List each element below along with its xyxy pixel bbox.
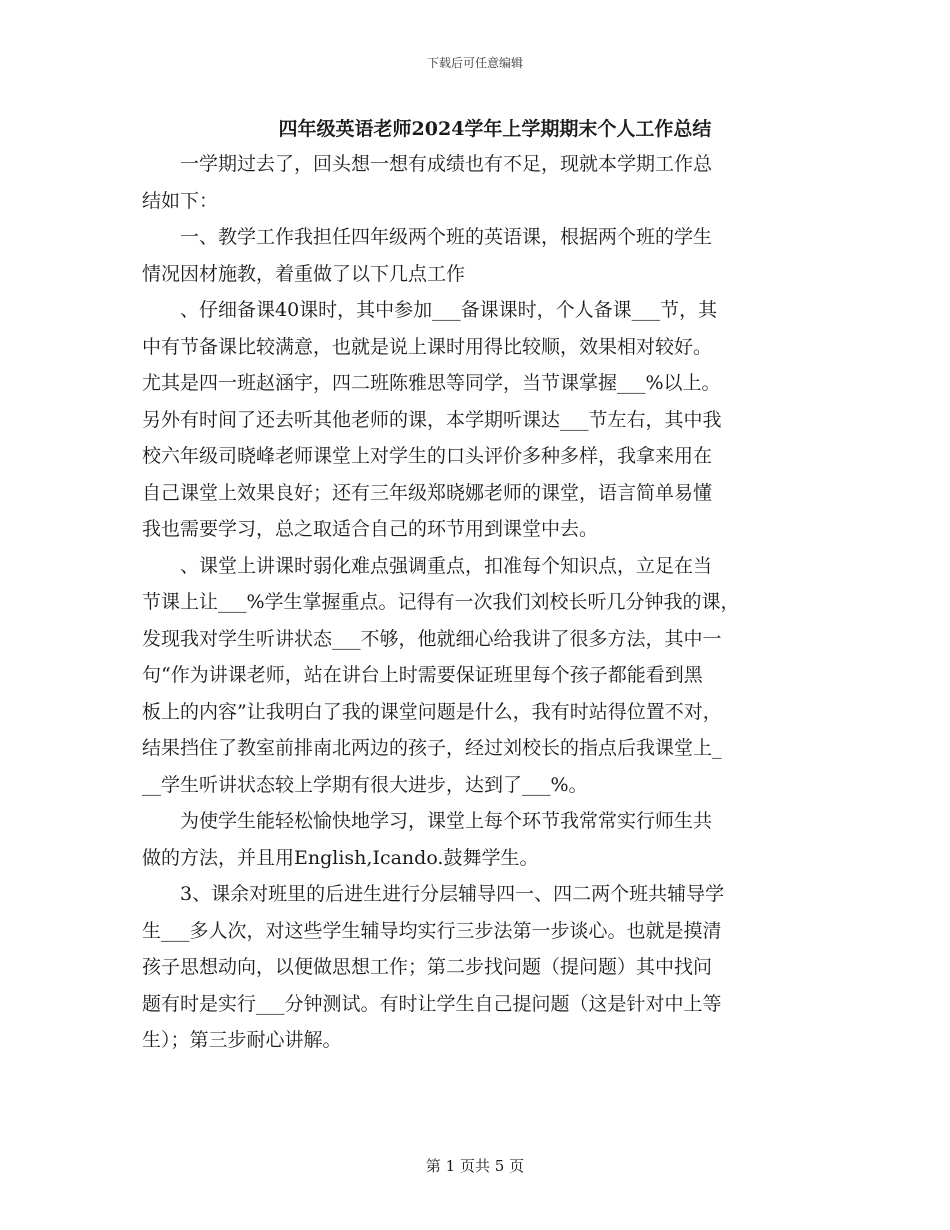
- text-line: 生___多人次，对这些学生辅导均实行三步法第一步谈心。也就是摸清: [142, 919, 722, 942]
- text-line: 自己课堂上效果良好；还有三年级郑晓娜老师的课堂，语言简单易懂: [142, 481, 713, 504]
- text-line: 一、教学工作我担任四年级两个班的英语课，根据两个班的学生: [180, 226, 713, 248]
- text-line: 为使学生能轻松愉快地学习，课堂上每个环节我常常实行师生共: [180, 810, 713, 832]
- paragraph-happy-learning: [142, 803, 808, 876]
- text-line: 中有节备课比较满意，也就是说上课时用得比较顺，效果相对较好。: [142, 335, 713, 358]
- paragraph-teaching-work: [142, 219, 808, 292]
- text-line: 题有时是实行___分钟测试。有时让学生自己提问题（这是针对中上等: [142, 992, 722, 1015]
- text-line: 孩子思想动向，以便做思想工作；第二步找问题（提问题）其中找问: [142, 956, 713, 978]
- paragraph-tutoring: [142, 876, 808, 1059]
- paragraph-intro: [142, 146, 808, 219]
- text-line: 另外有时间了还去听其他老师的课，本学期听课达___节左右，其中我: [142, 408, 722, 431]
- text-line: 尤其是四一班赵涵宇，四二班陈雅思等同学，当节课掌握___%以上。: [142, 372, 721, 394]
- text-line: 节课上让___%学生掌握重点。记得有一次我们刘校长听几分钟我的课，: [142, 591, 740, 613]
- document-body: [142, 146, 808, 1059]
- header-note: 下载后可任意编辑: [426, 56, 523, 70]
- paragraph-classroom-teaching: [142, 548, 808, 804]
- text-line: 结如下：: [142, 189, 219, 212]
- text-line: 3、课余对班里的后进生进行分层辅导四一、四二两个班共辅导学: [180, 883, 725, 905]
- document-title: 四年级英语老师2024学年上学期期末个人工作总结: [278, 118, 712, 140]
- text-line: 生）；第三步耐心讲解。: [142, 1029, 342, 1051]
- text-line: 校六年级司晓峰老师课堂上对学生的口头评价多种多样，我拿来用在: [142, 445, 713, 467]
- text-line: 我也需要学习，总之取适合自己的环节用到课堂中去。: [142, 518, 599, 540]
- text-line: 一学期过去了，回头想一想有成绩也有不足，现就本学期工作总: [180, 153, 713, 175]
- paragraph-lesson-prep: [142, 292, 808, 548]
- text-line: 、课堂上讲课时弱化难点强调重点，扣准每个知识点，立足在当: [180, 554, 713, 577]
- text-line: 板上的内容”让我明白了我的课堂问题是什么，我有时站得位置不对，: [142, 700, 722, 723]
- text-line: 句“作为讲课老师，站在讲台上时需要保证班里每个孩子都能看到黑: [142, 664, 703, 686]
- text-line: __学生听讲状态较上学期有很大进步，达到了___%。: [142, 773, 588, 796]
- text-line: 发现我对学生听讲状态___不够，他就细心给我讲了很多方法，其中一: [142, 627, 722, 650]
- text-line: 结果挡住了教室前排南北两边的孩子，经过刘校长的指点后我课堂上_: [142, 737, 722, 759]
- text-line: 情况因材施教，着重做了以下几点工作: [142, 262, 466, 285]
- text-line: 做的方法，并且用English,Icando.鼓舞学生。: [142, 846, 539, 869]
- page-number: 第 1 页共 5 页: [425, 1157, 525, 1175]
- text-line: 、仔细备课40课时，其中参加___备课课时，个人备课___节，其: [180, 299, 718, 321]
